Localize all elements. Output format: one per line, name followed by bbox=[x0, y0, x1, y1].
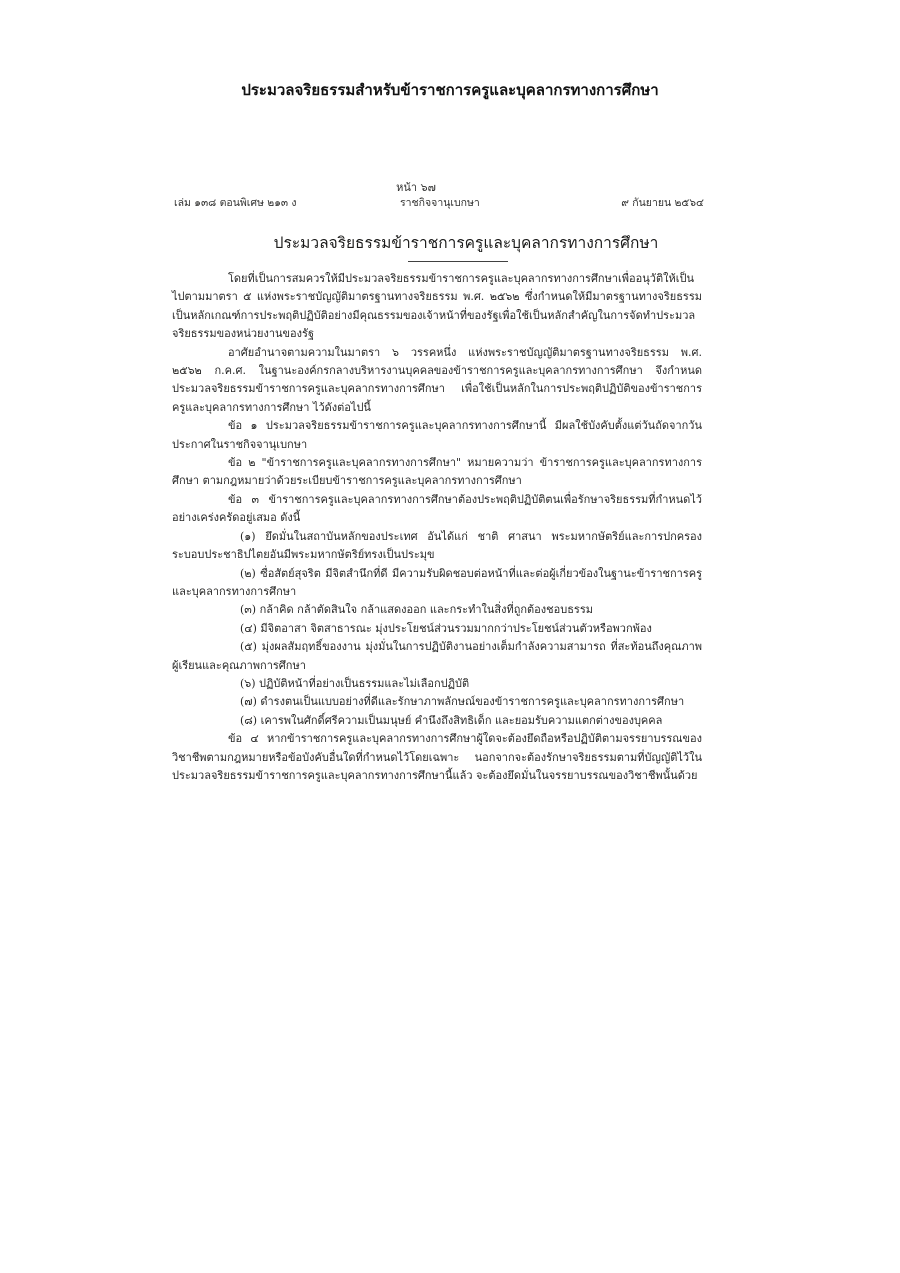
gazette-header-bar bbox=[174, 194, 704, 210]
paragraph-clause-1: ข้อ ๑ ประมวลจริยธรรมข้าราชการครูและบุคลากรทางการศึกษานี้ มีผลใช้บังคับตั้งแต่วันถัดจากวันประกาศในราชกิจจานุเบกษา bbox=[172, 419, 702, 451]
paragraph-clause-2: ข้อ ๒ "ข้าราชการครูและบุคลากรทางการศึกษา" หมายความว่า ข้าราชการครูและบุคลากรทางการศึกษา ตามกฎหมายว่าด้วยระเบียบข้าราชการครูและบุคลากรทางการศึกษา bbox=[172, 456, 702, 488]
paragraph-clause-4: ข้อ ๔ หากข้าราชการครูและบุคลากรทางการศึกษาผู้ใดจะต้องยึดถือหรือปฏิบัติตามจรรยาบรรณของวิชาชีพตามกฎหมายหรือข้อบังคับอื่นใดที่กำหนดไว้โดยเฉพาะ นอกจากจะต้องรักษาจริยธรรมตามที่บัญญัติไว้ในประมวลจริยธรรมข้าราชการครูและบุคลากรทางการศึกษานี้แล้ว จะต้องยึดมั่นในจรรยาบรรณของวิชาชีพนั้นด้วย bbox=[172, 732, 702, 782]
list-item: (๖) ปฏิบัติหน้าที่อย่างเป็นธรรมและไม่เลือกปฏิบัติ bbox=[240, 676, 470, 690]
gazette-page-number: หน้า ๖๗ bbox=[396, 181, 436, 194]
page-heading: ประมวลจริยธรรมสำหรับข้าราชการครูและบุคลากรทางการศึกษา bbox=[241, 81, 659, 99]
list-item: (๔) มีจิตอาสา จิตสาธารณะ มุ่งประโยชน์ส่วนรวมมากกว่าประโยชน์ส่วนตัวหรือพวกพ้อง bbox=[240, 621, 652, 635]
list-item: (๓) กล้าคิด กล้าตัดสินใจ กล้าแสดงออก และกระทำในสิ่งที่ถูกต้องชอบธรรม bbox=[240, 603, 593, 617]
title-underline bbox=[408, 261, 508, 262]
paragraph-clause-3: ข้อ ๓ ข้าราชการครูและบุคลากรทางการศึกษาต้องประพฤติปฏิบัติตนเพื่อรักษาจริยธรรมที่กำหนดไว้อย่างเคร่งครัดอยู่เสมอ ดังนี้ bbox=[172, 492, 702, 525]
list-item: (๒) ซื่อสัตย์สุจริต มีจิตสำนึกที่ดี มีความรับผิดชอบต่อหน้าที่และต่อผู้เกี่ยวข้องในฐานะข้าราชการครูและบุคลากรทางการศึกษา bbox=[172, 566, 702, 598]
gazette-volume: เล่ม ๑๓๘ ตอนพิเศษ ๒๑๓ ง bbox=[174, 197, 297, 209]
list-item: (๕) มุ่งผลสัมฤทธิ์ของงาน มุ่งมั่นในการปฏิบัติงานอย่างเต็มกำลังความสามารถ ที่สะท้อนถึงคุณภาพผู้เรียนและคุณภาพการศึกษา bbox=[172, 640, 702, 672]
document-body bbox=[172, 270, 702, 785]
paragraph-authority: อาศัยอำนาจตามความในมาตรา ๖ วรรคหนึ่ง แห่งพระราชบัญญัติมาตรฐานทางจริยธรรม พ.ศ. ๒๕๖๒ ก.ค.ศ. ในฐานะองค์กรกลางบริหารงานบุคคลของข้าราชการครูและบุคลากรทางการศึกษา จึงกำหนดประมวลจริยธรรมข้าราชการครูและบุคลากรทางการศึกษา เพื่อใช้เป็นหลักในการประพฤติปฏิบัติของข้าราชการครูและบุคลากรทางการศึกษา ไว้ดังต่อไปนี้ bbox=[172, 345, 702, 414]
list-item: (๘) เคารพในศักดิ์ศรีความเป็นมนุษย์ คำนึงถึงสิทธิเด็ก และยอมรับความแตกต่างของบุคคล bbox=[240, 713, 663, 727]
paragraph-preamble: โดยที่เป็นการสมควรให้มีประมวลจริยธรรมข้าราชการครูและบุคลากรทางการศึกษาเพื่ออนุวัติให้เป็นไปตามมาตรา ๕ แห่งพระราชบัญญัติมาตรฐานทางจริยธรรม พ.ศ. ๒๕๖๒ ซึ่งกำหนดให้มีมาตรฐานทางจริยธรรมเป็นหลักเกณฑ์การประพฤติปฏิบัติอย่างมีคุณธรรมของเจ้าหน้าที่ของรัฐเพื่อใช้เป็นหลักสำคัญในการจัดทำประมวลจริยธรรมของหน่วยงานของรัฐ bbox=[172, 272, 702, 341]
gazette-scan bbox=[156, 166, 746, 896]
list-item: (๑) ยึดมั่นในสถาบันหลักของประเทศ อันได้แก่ ชาติ ศาสนา พระมหากษัตริย์และการปกครองระบอบประชาธิปไตยอันมีพระมหากษัตริย์ทรงเป็นประมุข bbox=[172, 529, 702, 562]
gazette-date: ๙ กันยายน ๒๕๖๔ bbox=[621, 197, 704, 209]
list-item: (๗) ดำรงตนเป็นแบบอย่างที่ดีและรักษาภาพลักษณ์ของข้าราชการครูและบุคลากรทางการศึกษา bbox=[240, 695, 685, 709]
gazette-publication: ราชกิจจานุเบกษา bbox=[400, 197, 480, 209]
document-title: ประมวลจริยธรรมข้าราชการครูและบุคลากรทางการศึกษา bbox=[273, 234, 659, 252]
